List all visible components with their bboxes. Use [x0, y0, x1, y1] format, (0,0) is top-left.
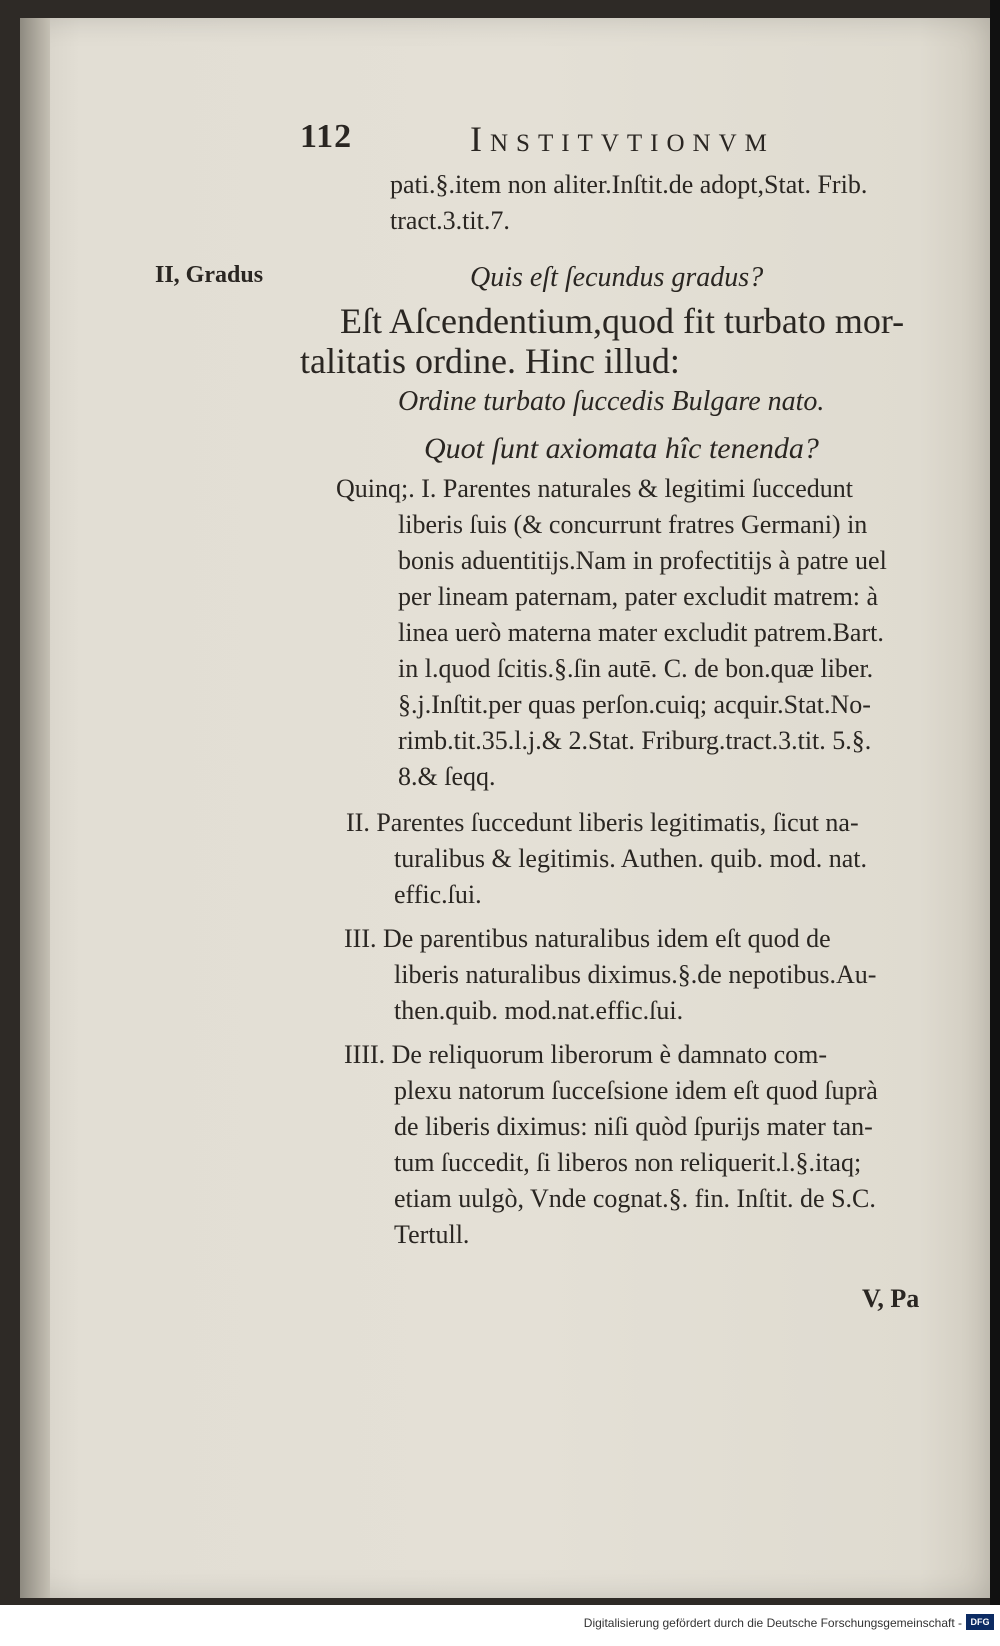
text-line: Quinq;. I. Parentes naturales & legitimi ſuccedunt — [336, 474, 853, 503]
text-line: de liberis diximus: niſi quòd ſpurijs mater tan- — [394, 1112, 873, 1141]
text-line: IIII. De reliquorum liberorum è damnato com- — [344, 1040, 827, 1069]
text-line: linea uerò materna mater excludit patrem.Bart. — [398, 618, 884, 647]
text-line: rimb.tit.35.l.j.& 2.Stat. Friburg.tract.3.tit. 5.§. — [398, 726, 872, 755]
text-line: etiam uulgò, Vnde cognat.§. fin. Inſtit. de S.C. — [394, 1184, 876, 1213]
text-line: plexu natorum ſucceſsione idem eſt quod ſuprà — [394, 1076, 878, 1105]
text-line: §.j.Inſtit.per quas perſon.cuiq; acquir.Stat.No- — [398, 690, 871, 719]
question-heading: Quis eſt ſecundus gradus? — [470, 262, 764, 293]
text-line: 8.& ſeqq. — [398, 762, 496, 791]
margin-note: II, Gradus — [155, 262, 264, 288]
text-line: effic.ſui. — [394, 880, 482, 909]
text-line: in l.quod ſcitis.§.ſin autē. C. de bon.quæ liber. — [398, 654, 874, 683]
text-line: pati.§.item non aliter.Inſtit.de adopt,Stat. Frib. — [390, 170, 868, 199]
funding-credit: Digitalisierung gefördert durch die Deutsche Forschungsgemeinschaft - — [583, 1616, 962, 1630]
page-number: 112 — [300, 118, 353, 155]
text-line: II. Parentes ſuccedunt liberis legitimatis, ſicut na- — [346, 808, 859, 837]
question-heading: Quot ſunt axiomata hîc tenenda? — [424, 432, 819, 465]
text-line: liberis ſuis (& concurrunt fratres Germani) in — [398, 510, 868, 539]
page-gutter — [20, 18, 50, 1598]
dfg-logo: DFG — [966, 1614, 994, 1630]
text-line: bonis aduentitijs.Nam in profectitijs à patre uel — [398, 546, 887, 575]
text-line: talitatis ordine. Hinc illud: — [300, 341, 680, 381]
footer-bar — [0, 1605, 1000, 1646]
text-line: Tertull. — [394, 1220, 470, 1249]
text-line: tum ſuccedit, ſi liberos non reliquerit.l.§.itaq; — [394, 1148, 862, 1177]
running-head: Institvtionvm — [470, 119, 775, 159]
text-line: Eſt Aſcendentium,quod fit turbato mor- — [340, 301, 905, 341]
text-line: tract.3.tit.7. — [390, 206, 510, 235]
catchword: V, Pa — [862, 1284, 920, 1313]
text-line: turalibus & legitimis. Authen. quib. mod. nat. — [394, 844, 868, 873]
scan-edge — [990, 0, 1000, 1605]
text-line: III. De parentibus naturalibus idem eſt quod de — [344, 924, 831, 953]
text-line: liberis naturalibus diximus.§.de nepotibus.Au- — [394, 960, 877, 989]
verse-line: Ordine turbato ſuccedis Bulgare nato. — [398, 386, 825, 417]
text-line: then.quib. mod.nat.effic.ſui. — [394, 996, 684, 1025]
text-line: per lineam paternam, pater excludit matrem: à — [398, 582, 879, 611]
